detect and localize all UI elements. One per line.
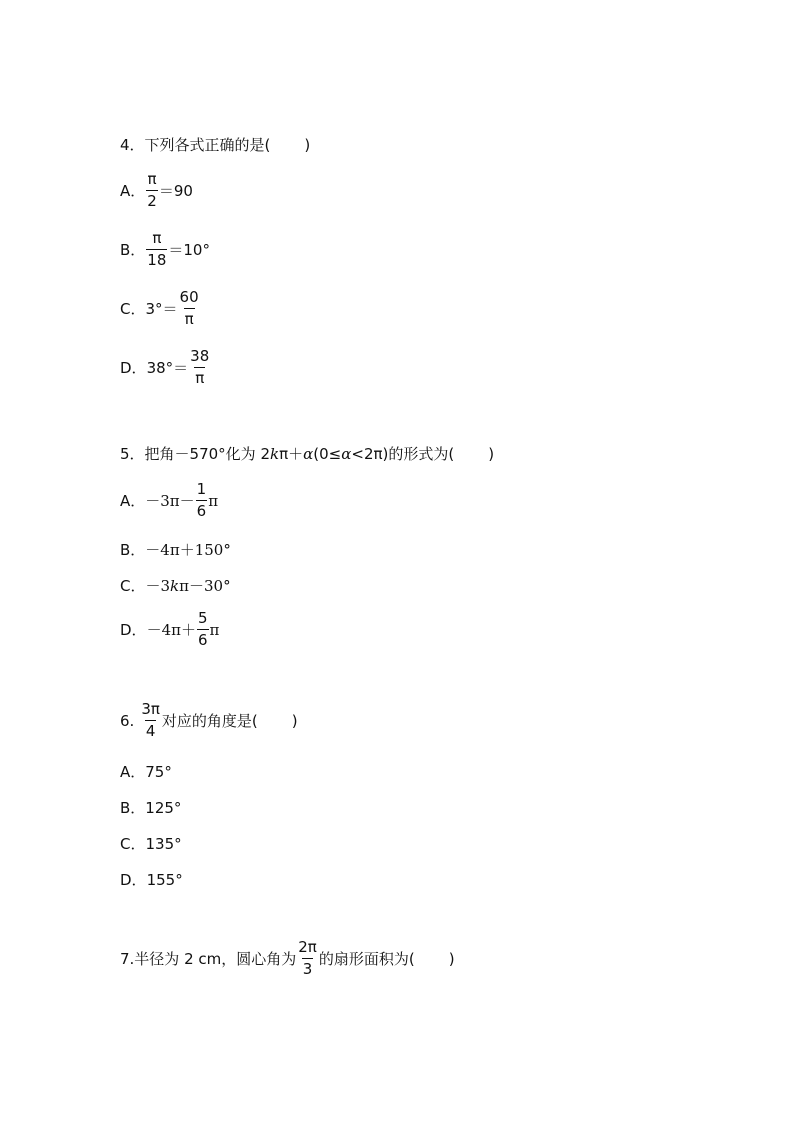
closing-paren: ) xyxy=(488,444,495,463)
question-text: 把角－570°化为 2 xyxy=(144,445,270,463)
option-6a xyxy=(120,761,172,782)
numerator: 38 xyxy=(190,347,210,365)
denominator: 3 xyxy=(302,960,313,978)
fraction xyxy=(179,290,200,327)
question-text: 7.半径为 2 cm，圆心角为 xyxy=(120,950,297,968)
variable-alpha: α xyxy=(303,444,314,463)
numerator: π xyxy=(152,229,162,247)
denominator: 18 xyxy=(147,251,167,269)
question-number: 5． xyxy=(120,445,145,463)
option-4b xyxy=(120,231,210,268)
question-4-stem xyxy=(120,134,310,155)
option-label: C． xyxy=(120,577,146,595)
option-label: D． xyxy=(120,871,147,889)
fraction xyxy=(189,349,210,386)
fraction xyxy=(140,702,161,739)
option-text: π xyxy=(209,620,220,639)
question-number: 6. xyxy=(120,711,135,730)
numerator: 5 xyxy=(197,609,208,627)
option-label: C． xyxy=(120,835,146,853)
option-text: π xyxy=(208,491,219,510)
question-7-stem xyxy=(120,940,455,977)
fraction xyxy=(197,611,209,648)
denominator: π xyxy=(195,369,205,387)
question-text: 对应的角度是( xyxy=(161,712,258,730)
question-6-stem xyxy=(120,702,298,739)
fraction xyxy=(146,172,158,209)
option-5b xyxy=(120,539,231,560)
question-text: <2π)的形式为( xyxy=(351,445,455,463)
question-text: π＋ xyxy=(279,445,304,463)
option-text: 38°＝ xyxy=(146,359,189,377)
option-text: 3°＝ xyxy=(145,300,178,318)
variable-k: k xyxy=(270,444,280,463)
option-5d xyxy=(120,611,219,648)
denominator: 6 xyxy=(196,502,207,520)
option-6d xyxy=(120,869,183,890)
option-text: －4π＋150° xyxy=(145,541,231,559)
option-text: －3π－ xyxy=(145,492,195,510)
option-label: D． xyxy=(120,621,147,639)
option-text: －3 xyxy=(145,577,171,595)
option-text: 155° xyxy=(146,870,183,889)
numerator: 1 xyxy=(196,480,207,498)
option-label: D． xyxy=(120,359,147,377)
option-5a xyxy=(120,482,218,519)
fraction xyxy=(146,231,167,268)
option-label: C． xyxy=(120,300,146,318)
option-text: 135° xyxy=(145,834,182,853)
denominator: π xyxy=(184,310,194,328)
question-text: (0≤ xyxy=(313,444,342,463)
numerator: π xyxy=(147,170,157,188)
option-6c xyxy=(120,833,182,854)
fraction xyxy=(196,482,208,519)
question-text: 下列各式正确的是( xyxy=(144,136,271,154)
option-text: π－30° xyxy=(179,577,231,595)
option-text: ＝90 xyxy=(158,182,193,200)
option-text: 75° xyxy=(145,762,172,781)
option-text: －4π＋ xyxy=(146,621,196,639)
option-text: ＝10° xyxy=(168,241,210,259)
numerator: 60 xyxy=(179,288,199,306)
variable-k: k xyxy=(170,576,180,595)
denominator: 6 xyxy=(197,631,208,649)
denominator: 4 xyxy=(145,722,156,740)
fraction xyxy=(297,940,318,977)
option-label: B． xyxy=(120,541,146,559)
option-4d xyxy=(120,349,211,386)
question-5-stem xyxy=(120,443,494,464)
closing-paren: ) xyxy=(291,711,298,730)
option-label: A． xyxy=(120,492,146,510)
option-label: A． xyxy=(120,763,146,781)
closing-paren: ) xyxy=(448,949,455,968)
option-label: B． xyxy=(120,799,146,817)
denominator: 2 xyxy=(147,192,157,210)
option-label: B． xyxy=(120,241,146,259)
numerator: 2π xyxy=(298,938,317,956)
variable-alpha: α xyxy=(341,444,352,463)
question-number: 4． xyxy=(120,136,145,154)
numerator: 3π xyxy=(141,700,160,718)
question-text: 的扇形面积为( xyxy=(318,950,415,968)
option-6b xyxy=(120,797,181,818)
option-4a xyxy=(120,172,193,209)
option-5c xyxy=(120,575,231,596)
closing-paren: ) xyxy=(304,135,311,154)
option-text: 125° xyxy=(145,798,182,817)
option-4c xyxy=(120,290,201,327)
option-label: A． xyxy=(120,182,146,200)
